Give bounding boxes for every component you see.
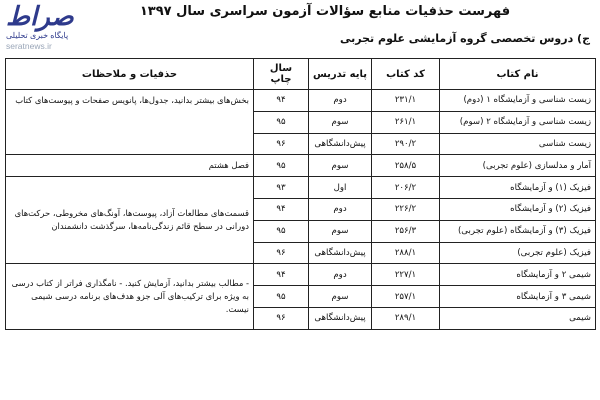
print-year: ۹۵ [254,155,309,177]
teaching-level: دوم [309,198,372,220]
book-code: ۲۲۷/۱ [372,264,440,286]
header-code: کد کتاب [372,59,440,90]
book-name: زیست شناسی و آزمایشگاه ۲ (سوم) [440,111,596,133]
teaching-level: دوم [309,264,372,286]
book-name: شیمی ۲ و آزمایشگاه [440,264,596,286]
book-code: ۲۹۰/۲ [372,133,440,155]
table-row [6,90,596,112]
print-year: ۹۴ [254,90,309,112]
book-name: آمار و مدلسازی (علوم تجربی) [440,155,596,177]
logo-site-url: seratnews.ir [6,41,52,51]
book-name: فیزیک (علوم تجربی) [440,242,596,264]
logo-mark: صراط [6,2,74,32]
header-name: نام کتاب [440,59,596,90]
print-year: ۹۶ [254,133,309,155]
print-year: ۹۴ [254,198,309,220]
logo-subtitle: پایگاه خبری تحلیلی [6,31,69,40]
header-notes: حذفیات و ملاحظات [6,59,254,90]
teaching-level: پیش‌دانشگاهی [309,307,372,329]
table-header-row [6,59,596,90]
book-name: فیزیک (۲) و آزمایشگاه [440,198,596,220]
book-name: شیمی [440,307,596,329]
header-year: سال چاپ [254,59,309,90]
book-code: ۲۵۸/۵ [372,155,440,177]
teaching-level: سوم [309,111,372,133]
teaching-level: دوم [309,90,372,112]
table-row [6,177,596,199]
book-code: ۲۶۱/۱ [372,111,440,133]
print-year: ۹۳ [254,177,309,199]
notes-physics: قسمت‌های مطالعات آزاد، پیوست‌ها، آونگ‌های مخروطی، حرکت‌های دورانی در سطح قائم زندگی‌نامه‌ها، سرگذشت دانشمندان [6,177,254,264]
teaching-level: سوم [309,286,372,308]
page-title: فهرست حذفیات منابع سؤالات آزمون سراسری سال ۱۳۹۷ [139,4,511,19]
book-code: ۲۵۶/۳ [372,220,440,242]
book-code: ۲۰۶/۲ [372,177,440,199]
book-code: ۲۸۹/۱ [372,307,440,329]
teaching-level: سوم [309,220,372,242]
book-name: شیمی ۳ و آزمایشگاه [440,286,596,308]
teaching-level: اول [309,177,372,199]
teaching-level: سوم [309,155,372,177]
section-subtitle: ج) دروس تخصصی گروه آزمایشی علوم تجربی [340,32,590,45]
book-name: زیست شناسی و آزمایشگاه ۱ (دوم) [440,90,596,112]
site-logo[interactable] [6,4,98,50]
book-code: ۲۳۱/۱ [372,90,440,112]
book-name: فیزیک (۱) و آزمایشگاه [440,177,596,199]
table-row [6,264,596,286]
teaching-level: پیش‌دانشگاهی [309,242,372,264]
teaching-level: پیش‌دانشگاهی [309,133,372,155]
notes-chemistry: - مطالب بیشتر بدانید، آزمایش کنید. - نامگذاری فراتر از کتاب درسی به ویژه برای ترکیب‌های آلی جزو هدف‌های برنامه درسی شیمی نیست. [6,264,254,329]
notes-biology: بخش‌های بیشتر بدانید، جدول‌ها، پانویس صفحات و پیوست‌های کتاب [6,90,254,155]
book-code: ۲۲۶/۲ [372,198,440,220]
removed-topics-table [5,58,596,330]
print-year: ۹۴ [254,264,309,286]
header-level: پایه تدریس [309,59,372,90]
print-year: ۹۵ [254,286,309,308]
book-name: فیزیک (۳) و آزمایشگاه (علوم تجربی) [440,220,596,242]
notes-statistics: فصل هشتم [6,155,254,177]
table-row [6,155,596,177]
print-year: ۹۵ [254,111,309,133]
print-year: ۹۶ [254,307,309,329]
book-code: ۲۵۷/۱ [372,286,440,308]
print-year: ۹۵ [254,220,309,242]
book-name: زیست شناسی [440,133,596,155]
book-code: ۲۸۸/۱ [372,242,440,264]
print-year: ۹۶ [254,242,309,264]
